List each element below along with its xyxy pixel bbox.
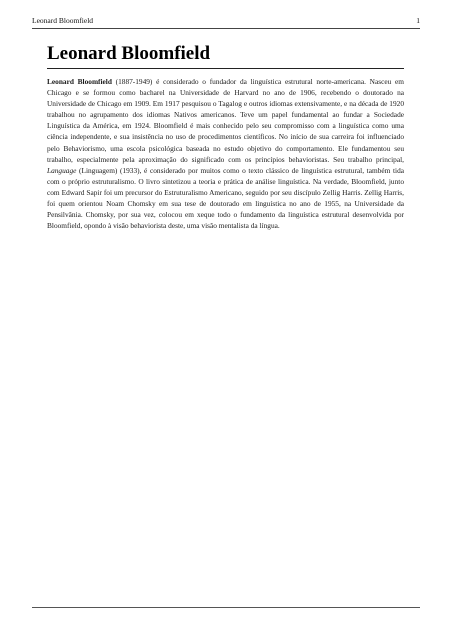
header-title: Leonard Bloomfield — [32, 16, 94, 25]
running-header — [32, 14, 420, 29]
article — [47, 42, 404, 231]
page-number: 1 — [416, 16, 420, 25]
work-title: Language — [47, 165, 77, 175]
paragraph-text-part-1: (1887-1949) é considerado o fundador da linguística estrutural norte-americana. Nasceu em Chicago e se formou como bacharel na Universidade de Harvard no ano de 1906, recebendo o doutorado na Universidade de Chicago em 1909. Em 1917 pesquisou o Tagalog e outros idiomas extensivamente, e na década de 1920 trabalhou no agrupamento dos idiomas Nativos americanos. Teve um papel fundamental ao fundar a Sociedade Linguística da América, em 1924. Bloomfield é mais conhecido pelo seu compromisso com a linguística como uma ciência independente, e sua insistência no uso de procedimentos científicos. No início de sua carreira foi influenciado pelo Behaviorismo, uma escola psicológica baseada no estudo objetivo do comportamento. Ele fundamentou seu trabalho, especialmente pela aproximação do significado com os princípios behavioristas. Seu trabalho principal, — [47, 77, 404, 164]
footer-rule — [32, 607, 420, 608]
lead-name: Leonard Bloomfield — [47, 77, 112, 86]
article-title: Leonard Bloomfield — [47, 42, 404, 69]
paragraph-text-part-2: (Linguagem) (1933), é considerado por muitos como o texto clássico de linguística estrutural, também tida com o próprio estruturalismo. O livro sintetizou a teoria e prática de análise linguística. Na verdade, Bloomfield, junto com Edward Sapir foi um precursor do Estruturalismo Americano, seguido por seu discípulo Zellig Harris. Zellig Harris, foi quem orientou Noam Chomsky em sua tese de doutorado em linguística no ano de 1955, na Universidade da Pensilvânia. Chomsky, por sua vez, colocou em xeque todo o fundamento da linguística estrutural desenvolvida por Bloomfield, opondo à visão behaviorista deste, uma visão mentalista da língua. — [47, 165, 404, 231]
article-paragraph — [47, 76, 404, 231]
